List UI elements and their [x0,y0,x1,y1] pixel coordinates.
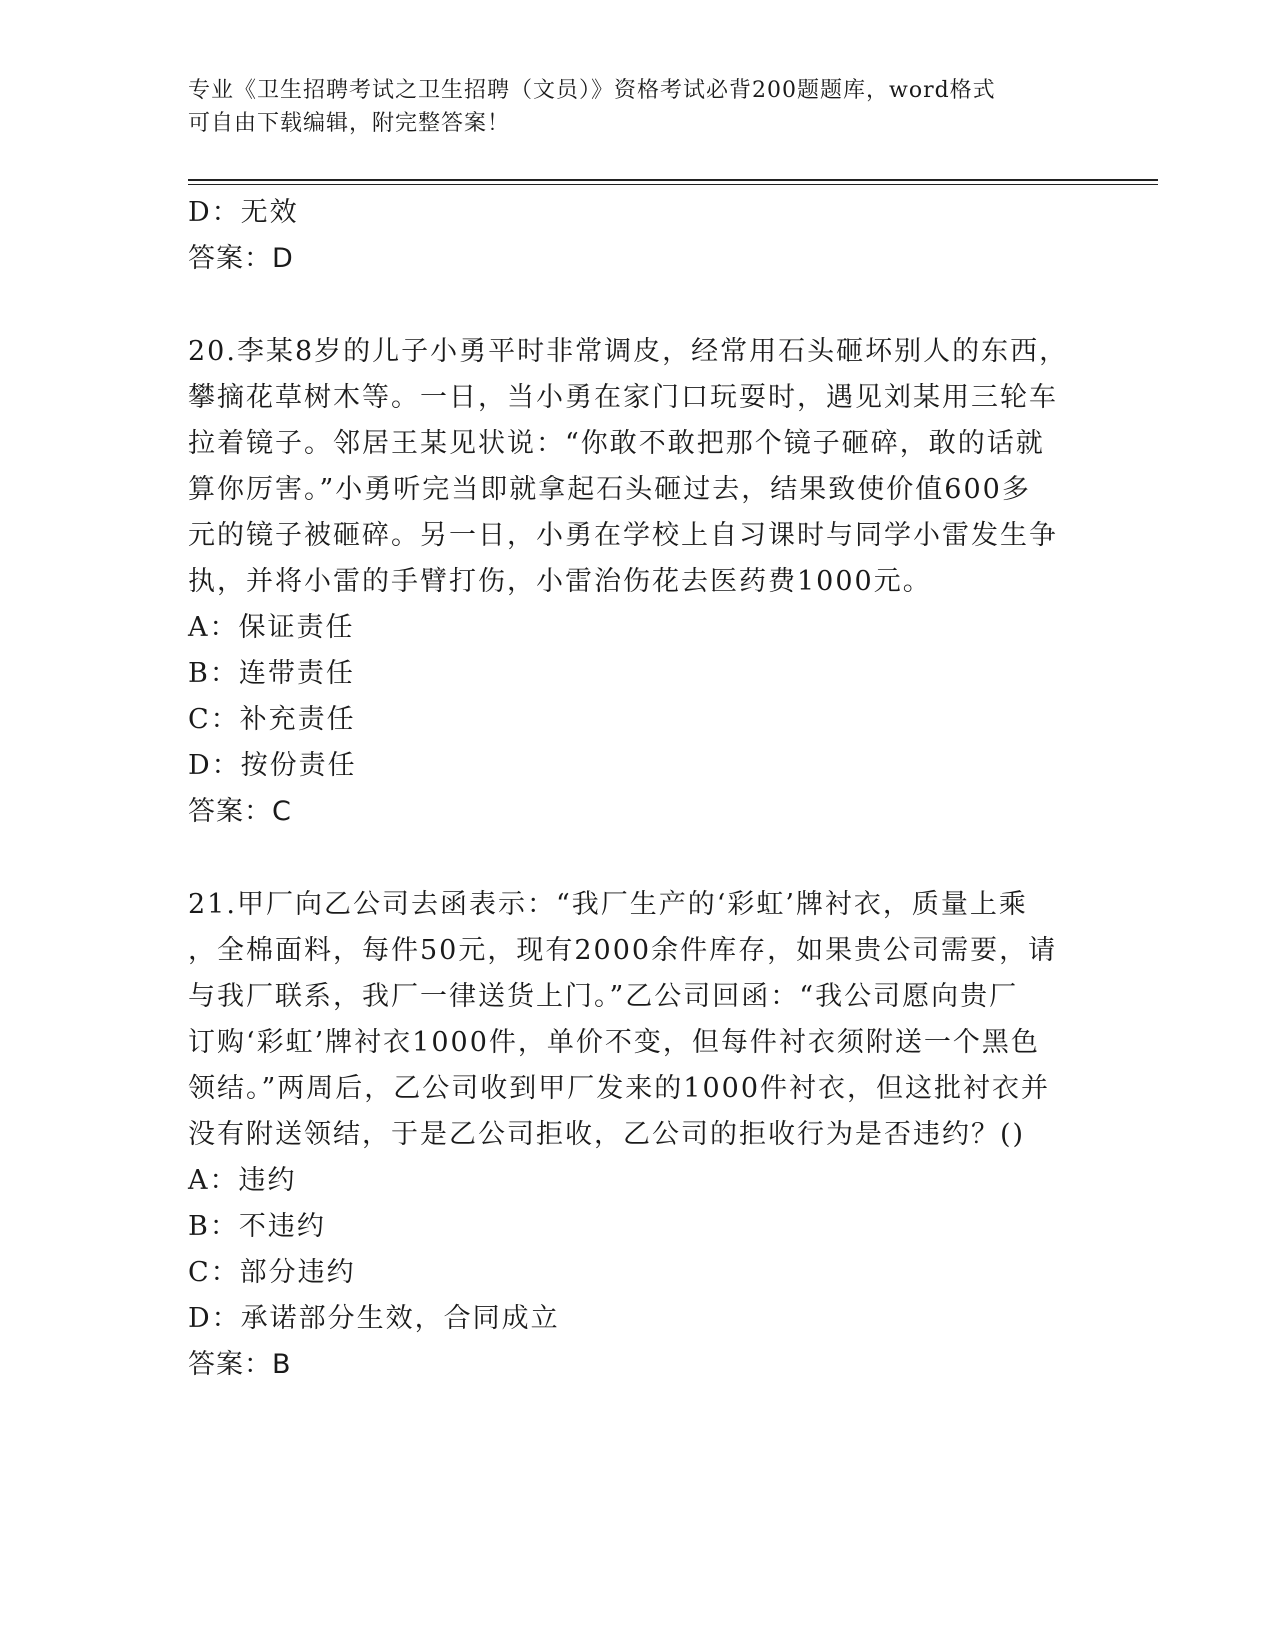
header-line: 可自由下载编辑，附完整答案！ [188,111,511,136]
answer-line: 答案：C [188,796,292,827]
header-rule-thick [188,179,1158,181]
question-text-line: 订购‘彩虹’牌衬衣1000件，单价不变，但每件衬衣须附送一个黑色 [188,1027,1040,1058]
spacer [188,282,1088,329]
question-20 [188,329,1088,835]
question-21 [188,882,1088,1388]
option-c: C：补充责任 [188,704,356,735]
option-a: A：违约 [188,1165,297,1196]
question-text-line: ，全棉面料，每件50元，现有2000余件库存，如果贵公司需要，请 [188,935,1058,966]
option-b: B：不违约 [188,1211,326,1242]
option-b: B：连带责任 [188,658,355,689]
answer-line: 答案：D [188,243,294,274]
question-text-line: 20.李某8岁的儿子小勇平时非常调皮，经常用石头砸坏别人的东西， [188,336,1069,367]
document-body [188,190,1088,1388]
question-text-line: 没有附送领结，于是乙公司拒收，乙公司的拒收行为是否违约？() [188,1119,1026,1150]
option-a: A：保证责任 [188,612,355,643]
option-d: D：无效 [188,197,299,228]
header-line: 专业《卫生招聘考试之卫生招聘（文员）》资格考试必背200题题库，word格式 [188,78,996,103]
option-c: C：部分违约 [188,1257,356,1288]
question-text-line: 21.甲厂向乙公司去函表示：“我厂生产的‘彩虹’牌衬衣，质量上乘 [188,889,1028,920]
spacer [188,835,1088,882]
question-text-line: 与我厂联系，我厂一律送货上门。”乙公司回函：“我公司愿向贵厂 [188,981,1019,1012]
question-text-line: 拉着镜子。邻居王某见状说：“你敢不敢把那个镜子砸碎，敢的话就 [188,428,1045,459]
answer-line: 答案：B [188,1349,292,1380]
question-text-line: 元的镜子被砸碎。另一日，小勇在学校上自习课时与同学小雷发生争 [188,520,1058,551]
option-d: D：按份责任 [188,750,357,781]
question-text-line: 执，并将小雷的手臂打伤，小雷治伤花去医药费1000元。 [188,566,932,597]
question-text-line: 领结。”两周后，乙公司收到甲厂发来的1000件衬衣，但这批衬衣并 [188,1073,1051,1104]
header-rule-thin [188,184,1158,185]
question-text-line: 算你厉害。”小勇听完当即就拿起石头砸过去，结果致使价值600多 [188,474,1031,505]
option-d: D：承诺部分生效，合同成立 [188,1303,560,1334]
question-text-line: 攀摘花草树木等。一日，当小勇在家门口玩耍时，遇见刘某用三轮车 [188,382,1058,413]
document-header [188,74,1068,140]
